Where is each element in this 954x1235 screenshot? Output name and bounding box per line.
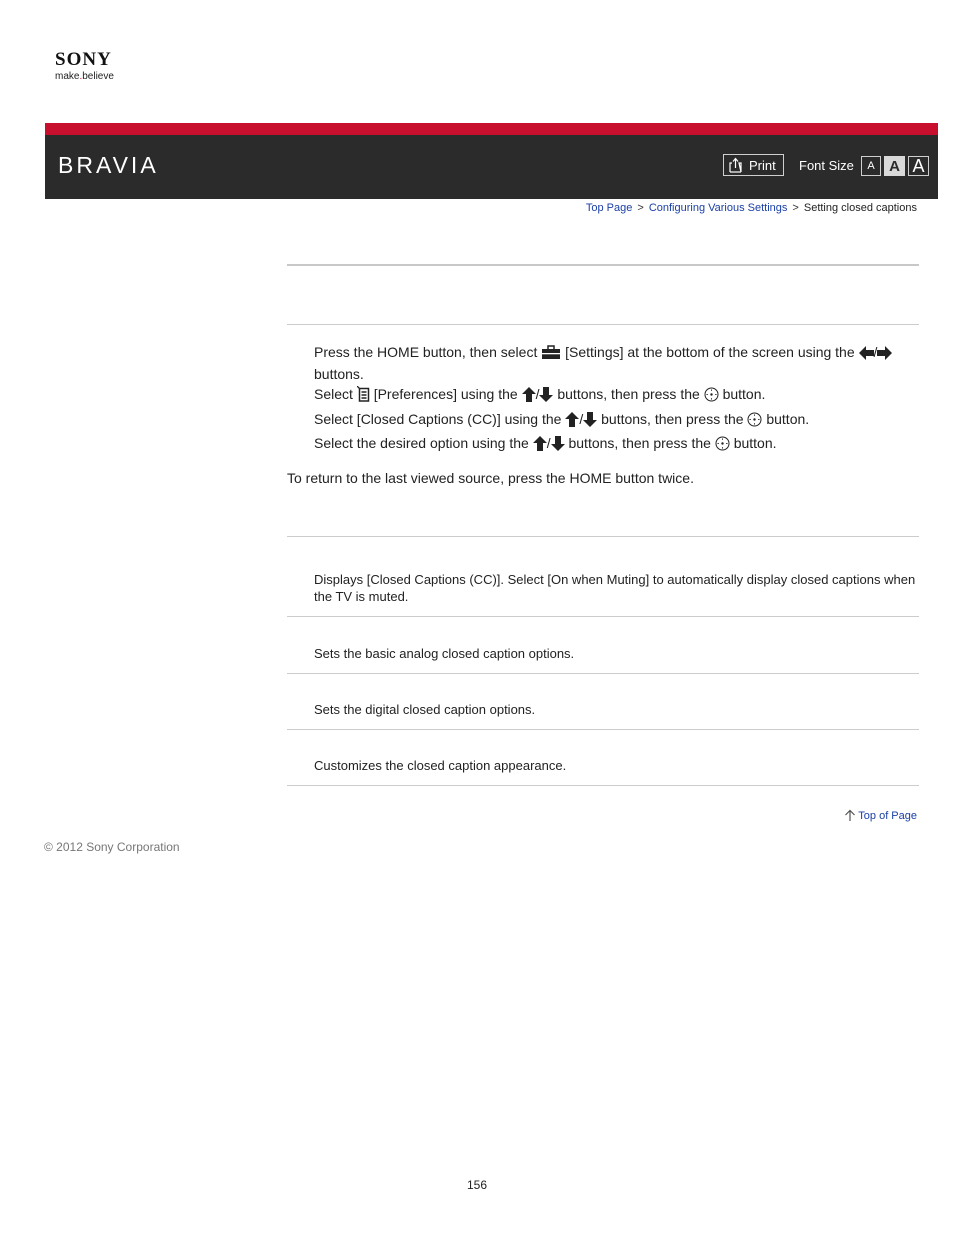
breadcrumb-top-page[interactable]: Top Page	[585, 202, 633, 214]
breadcrumb-configuring-settings[interactable]: Configuring Various Settings	[648, 202, 788, 214]
enter-button-icon	[704, 387, 719, 407]
arrow-up-icon	[565, 412, 579, 432]
breadcrumb: Top Page > Configuring Various Settings > Setting closed captions	[585, 202, 917, 214]
copyright: © 2012 Sony Corporation	[44, 840, 180, 854]
option-description-digital: Sets the digital closed caption options.	[314, 702, 536, 717]
option-divider	[287, 729, 919, 730]
arrow-up-icon	[522, 387, 536, 407]
print-label: Print	[749, 157, 776, 173]
step-1: Press the HOME button, then select [Settings] at the bottom of the screen using the / buttons.	[314, 343, 919, 384]
font-size-medium-button[interactable]: A	[884, 156, 905, 176]
option-description-appearance: Customizes the closed caption appearance.	[314, 758, 567, 773]
font-size-large-button[interactable]: A	[908, 156, 929, 176]
product-title: BRAVIA	[58, 152, 159, 178]
print-button[interactable]	[723, 154, 784, 176]
options-divider	[287, 536, 919, 537]
return-note: To return to the last viewed source, press the HOME button twice.	[287, 470, 694, 486]
steps-divider	[287, 324, 919, 325]
enter-button-icon	[715, 436, 730, 456]
font-size-small-button[interactable]: A	[861, 156, 881, 176]
top-of-page-link[interactable]	[844, 809, 917, 822]
options-end-divider	[287, 785, 919, 786]
logo-tagline: make.believe	[55, 71, 114, 82]
step-4: Select the desired option using the / buttons, then press the button.	[314, 434, 919, 456]
step-3: Select [Closed Captions (CC)] using the / buttons, then press the button.	[314, 410, 919, 432]
font-size-label: Font Size	[799, 158, 854, 173]
option-description-closed-captions: Displays [Closed Captions (CC)]. Select [On when Muting] to automatically display closed captions when the TV is muted.	[314, 572, 916, 604]
top-of-page-label: Top of Page	[858, 809, 917, 822]
arrow-down-icon	[539, 387, 553, 407]
arrow-down-icon	[551, 436, 565, 456]
enter-button-icon	[747, 412, 762, 432]
page-number: 156	[466, 1178, 488, 1192]
header-accent-bar	[45, 123, 938, 135]
arrow-up-icon	[533, 436, 547, 456]
option-divider	[287, 673, 919, 674]
arrow-down-icon	[583, 412, 597, 432]
breadcrumb-current: Setting closed captions	[803, 202, 917, 214]
option-description-analog: Sets the basic analog closed caption options.	[314, 646, 575, 661]
toolbox-icon	[541, 345, 561, 365]
arrow-left-icon	[859, 346, 874, 365]
sony-logo	[55, 50, 114, 83]
title-divider	[287, 264, 919, 266]
arrow-up-icon	[844, 809, 856, 822]
print-icon	[729, 157, 742, 173]
option-divider	[287, 616, 919, 617]
step-2: Select [Preferences] using the / buttons, then press the button.	[314, 385, 919, 407]
logo-brand: SONY	[55, 49, 112, 70]
preferences-icon	[357, 386, 370, 407]
arrow-right-icon	[877, 346, 892, 365]
